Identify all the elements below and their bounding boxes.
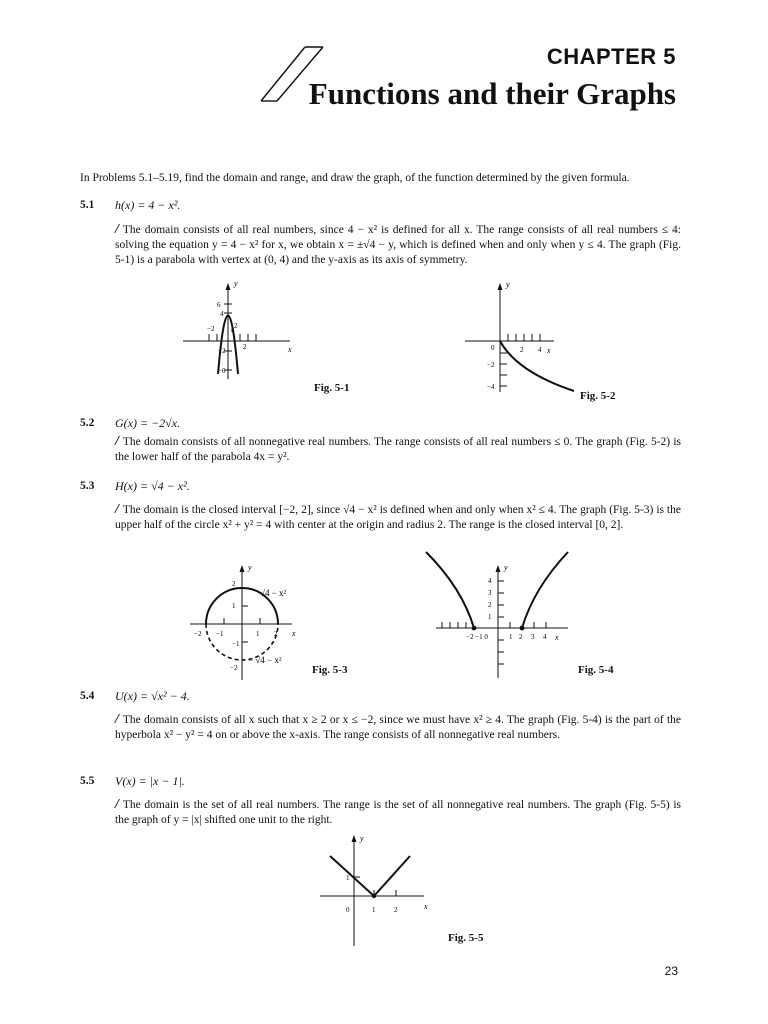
tick-label: 2 [274,630,278,638]
figure-caption: Fig. 5-3 [312,664,348,676]
axis-label-x: x [292,629,296,638]
intro-paragraph: In Problems 5.1–5.19, find the domain and range, and draw the graph, of the function determined by the given formula. [80,172,630,184]
solution-text: The domain consists of all x such that x ≥ 2 or x ≤ −2, since we must have x² ≥ 4. The graph (Fig. 5-4) is the part of the hyperbola x² − y² = 4 on or above the x-axis. The range consists of all nonnegative real numbers. [115,714,681,741]
tick-label: 2 [488,601,492,609]
solution-paragraph [115,797,681,828]
figure-5-2 [462,280,582,392]
solution-marker: / [115,222,119,237]
tick-label: 2 [243,343,247,351]
tick-label: 4 [538,346,542,354]
tick-label: 2 [234,322,238,330]
chapter-title: Functions and their Graphs [308,76,676,111]
figure-5-1 [180,280,300,380]
solution-marker: / [115,434,119,449]
problem-number: 5.4 [80,690,95,702]
tick-label: 6 [217,301,221,309]
tick-label: 2 [394,906,398,914]
figure-caption: Fig. 5-4 [578,664,614,676]
problem-expression: H(x) = √4 − x². [115,479,190,493]
figure-5-5 [300,832,440,946]
curve-label-upper: √4 − x² [260,588,287,598]
tick-label: 1 [256,630,260,638]
problem-expression: h(x) = 4 − x². [115,198,181,212]
problem-expression: V(x) = |x − 1|. [115,774,185,788]
problem-expression: U(x) = √x² − 4. [115,689,190,703]
problem-number: 5.2 [80,417,95,429]
axis-label-x: x [555,633,559,642]
tick-label: −6 [218,367,226,375]
chapter-label: CHAPTER 5 [546,44,676,69]
tick-label: −1 [216,630,224,638]
tick-label: 1 [488,613,492,621]
tick-label: −2 [218,347,226,355]
axis-label-x: x [547,346,551,355]
page-number: 23 [664,964,678,978]
tick-label: 2 [232,580,236,588]
solution-paragraph [115,434,681,465]
tick-label: 2 [520,346,524,354]
tick-label: 1 [372,906,376,914]
tick-label: 1 [509,633,513,641]
problem-number: 5.3 [80,480,95,492]
solution-paragraph [115,712,681,743]
tick-label: 2 [519,633,523,641]
problem-number: 5.5 [80,775,95,787]
tick-label: 4 [543,633,547,641]
tick-label: 4 [488,577,492,585]
solution-text: The domain consists of all real numbers, since 4 − x² is defined for all x. The range consists of all real numbers ≤ 4: solving the equation y = 4 − x² for x, we obtain x = ±√4 − y, which is defined when and only when y ≤ 4. The graph (Fig. 5-1) is a parabola with vertex at (0, 4) and the y-axis as its axis of symmetry. [115,224,681,266]
axis-label-x: x [424,902,428,911]
tick-label: 3 [531,633,535,641]
tick-label: −2 [487,361,495,369]
tick-label: −2 [207,325,215,333]
figure-caption: Fig. 5-2 [580,390,616,402]
solution-marker: / [115,502,119,517]
solution-text: The domain is the set of all real numbers. The range is the set of all nonnegative real numbers. The graph (Fig. 5-5) is the graph of y = |x| shifted one unit to the right. [115,799,681,826]
tick-label: −2 [194,630,202,638]
figure-5-3 [180,562,310,680]
problem-expression: G(x) = −2√x. [115,416,181,430]
tick-label: 0 [491,344,495,352]
axis-label-y: y [360,834,364,843]
tick-label: 0 [346,906,350,914]
tick-label: 4 [220,310,224,318]
solution-marker: / [115,797,119,812]
solution-text: The domain is the closed interval [−2, 2], since √4 − x² is defined when and only when x² ≤ 4. The graph (Fig. 5-3) is the upper half of the circle x² + y² = 4 with center at the origin and radius 2. The range is the closed interval [0, 2]. [115,504,681,531]
axis-label-y: y [248,563,252,572]
axis-label-y: y [506,280,510,289]
figure-caption: Fig. 5-1 [314,382,350,394]
figure-caption: Fig. 5-5 [448,932,484,944]
tick-label: 3 [488,589,492,597]
tick-label: −2 [230,664,238,672]
solution-marker: / [115,712,119,727]
tick-label: −2 −1 0 [466,633,488,641]
axis-label-y: y [234,280,238,288]
solution-paragraph [115,222,681,268]
axis-label-y: y [504,563,508,572]
figure-5-4 [418,548,578,678]
tick-label: −1 [232,640,240,648]
axis-label-x: x [288,345,292,354]
solution-text: The domain consists of all nonnegative real numbers. The range consists of all real numbers ≤ 0. The graph (Fig. 5-2) is the lower half of the parabola 4x = y². [115,436,681,463]
curve-label-lower: − √4 − x² [248,655,282,665]
tick-label: −4 [487,383,495,391]
solution-paragraph [115,502,681,533]
tick-label: 1 [346,874,350,882]
problem-number: 5.1 [80,199,95,211]
tick-label: 1 [232,602,236,610]
